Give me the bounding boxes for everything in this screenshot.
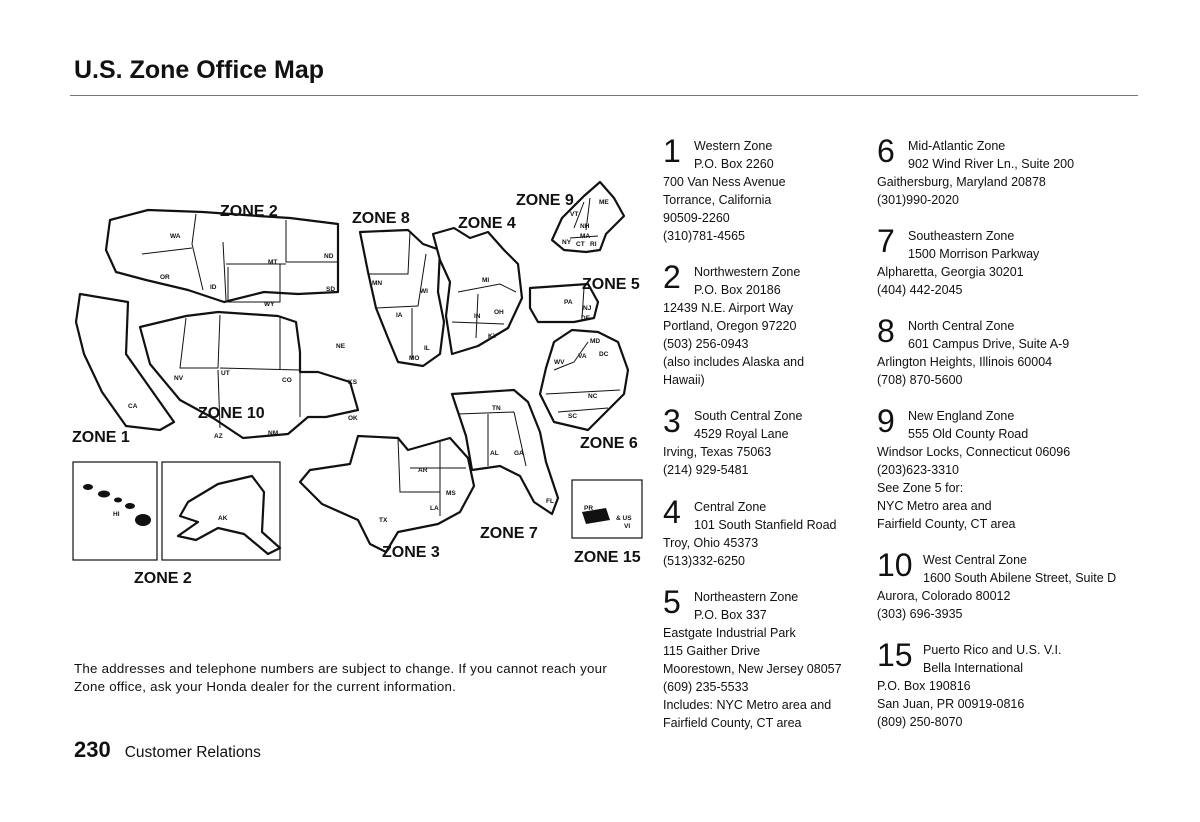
state-label: AL xyxy=(490,450,499,457)
state-label: IL xyxy=(424,345,430,352)
title-divider xyxy=(70,95,1138,96)
office-line: Moorestown, New Jersey 08057 xyxy=(663,662,842,676)
office-line: New England Zone xyxy=(908,409,1015,423)
office-line: (303) 696-3935 xyxy=(877,607,963,621)
state-label: TX xyxy=(379,517,388,524)
zone-number: 8 xyxy=(877,313,895,349)
zone-number: 7 xyxy=(877,223,895,259)
office-line: Arlington Heights, Illinois 60004 xyxy=(877,355,1053,369)
zone-number: 3 xyxy=(663,403,681,439)
zone-label: ZONE 7 xyxy=(480,525,538,542)
zone-number: 4 xyxy=(663,494,681,530)
change-notice: The addresses and telephone numbers are subject to change. If you cannot reach your Zone office, ask your Honda dealer for the current information. xyxy=(74,661,608,694)
zone-2-region xyxy=(106,210,338,302)
zone-6-region xyxy=(540,330,628,430)
office-line: 90509-2260 xyxy=(663,211,730,225)
state-label: WY xyxy=(264,301,275,308)
zone-label: ZONE 15 xyxy=(574,549,641,566)
state-label: SC xyxy=(568,413,578,420)
state-label: IN xyxy=(474,313,481,320)
zone-label: ZONE 2 xyxy=(220,203,278,220)
office-line: 12439 N.E. Airport Way xyxy=(663,301,794,315)
office-line: NYC Metro area and xyxy=(877,499,992,513)
office-line: 601 Campus Drive, Suite A-9 xyxy=(908,337,1070,351)
zone-office-map xyxy=(68,132,648,602)
office-line: P.O. Box 337 xyxy=(694,608,767,622)
office-line: 902 Wind River Ln., Suite 200 xyxy=(908,157,1075,171)
state-label: KS xyxy=(348,379,358,386)
state-label: OR xyxy=(160,274,170,281)
alaska-inset xyxy=(162,462,280,560)
state-label: MT xyxy=(268,259,278,266)
page-footer xyxy=(74,737,261,763)
office-line: 101 South Stanfield Road xyxy=(694,518,837,532)
office-line: Includes: NYC Metro area and xyxy=(663,698,832,712)
office-line: Aurora, Colorado 80012 xyxy=(877,589,1011,603)
office-line: Northwestern Zone xyxy=(694,265,801,279)
office-line: (513)332-6250 xyxy=(663,554,746,568)
zone-label: ZONE 3 xyxy=(382,544,440,561)
state-label: OK xyxy=(348,415,358,422)
office-line: See Zone 5 for: xyxy=(877,481,964,495)
zone-8-region xyxy=(360,230,444,366)
state-label: FL xyxy=(546,498,554,505)
state-label: SD xyxy=(326,286,336,293)
zone-office-2 xyxy=(663,259,805,389)
office-line: Southeastern Zone xyxy=(908,229,1015,243)
state-label: NY xyxy=(562,239,572,246)
state-label: ID xyxy=(210,284,217,291)
state-label: NC xyxy=(588,393,598,400)
state-label: KY xyxy=(488,333,498,340)
zone-office-6 xyxy=(877,133,1075,209)
zone-label: ZONE 9 xyxy=(516,192,574,209)
zone-4-region xyxy=(433,228,522,354)
office-line: Portland, Oregon 97220 xyxy=(663,319,797,333)
office-line: 115 Gaither Drive xyxy=(663,644,761,658)
office-line: (809) 250-8070 xyxy=(877,715,963,729)
puerto-rico-inset xyxy=(572,480,642,538)
office-line: San Juan, PR 00919-0816 xyxy=(877,697,1025,711)
office-line: Puerto Rico and U.S. V.I. xyxy=(923,643,1062,657)
office-line: Mid-Atlantic Zone xyxy=(908,139,1006,153)
state-label: MA xyxy=(580,233,591,240)
zone-number: 15 xyxy=(877,637,913,673)
state-label: WA xyxy=(170,233,181,240)
state-label: & US xyxy=(616,515,632,522)
state-label: OH xyxy=(494,309,504,316)
state-label: NM xyxy=(268,430,279,437)
office-line: (708) 870-5600 xyxy=(877,373,963,387)
state-label: DE xyxy=(581,315,591,322)
office-line: 4529 Royal Lane xyxy=(694,427,789,441)
state-label: LA xyxy=(430,505,439,512)
state-label: MI xyxy=(482,277,490,284)
office-line: Fairfield County, CT area xyxy=(877,517,1016,531)
zone-office-1 xyxy=(663,133,786,245)
zone-number: 2 xyxy=(663,259,681,295)
state-label: MN xyxy=(372,280,383,287)
office-line: Gaithersburg, Maryland 20878 xyxy=(877,175,1046,189)
state-label: MO xyxy=(409,355,420,362)
zone-number: 9 xyxy=(877,403,895,439)
office-line: Alpharetta, Georgia 30201 xyxy=(877,265,1024,279)
state-label: RI xyxy=(590,241,597,248)
zone-label: ZONE 4 xyxy=(458,215,516,232)
state-label: PR xyxy=(584,505,594,512)
office-line: West Central Zone xyxy=(923,553,1027,567)
state-label: AZ xyxy=(214,433,223,440)
state-label: NV xyxy=(174,375,184,382)
zone-label: ZONE 2 xyxy=(134,570,192,587)
state-label: VA xyxy=(578,353,587,360)
state-label: MD xyxy=(590,338,601,345)
state-label: ND xyxy=(324,253,334,260)
office-line: (214) 929-5481 xyxy=(663,463,749,477)
zone-label: ZONE 10 xyxy=(198,405,265,422)
office-line: 1600 South Abilene Street, Suite D xyxy=(923,571,1117,585)
zone-number: 6 xyxy=(877,133,895,169)
zone-label: ZONE 8 xyxy=(352,210,410,227)
zone-office-9 xyxy=(877,403,1071,533)
office-line: (203)623-3310 xyxy=(877,463,960,477)
section-title: Customer Relations xyxy=(124,744,261,761)
state-label: MS xyxy=(446,490,456,497)
office-line: P.O. Box 2260 xyxy=(694,157,774,171)
state-label: GA xyxy=(514,450,524,457)
office-line: 1500 Morrison Parkway xyxy=(908,247,1040,261)
state-label: TN xyxy=(492,405,501,412)
zone-label: ZONE 1 xyxy=(72,429,130,446)
page-title: U.S. Zone Office Map xyxy=(74,56,325,84)
office-line: Irving, Texas 75063 xyxy=(663,445,772,459)
state-label: WV xyxy=(554,359,565,366)
office-line: 555 Old County Road xyxy=(908,427,1029,441)
state-label: PA xyxy=(564,299,573,306)
state-label: DC xyxy=(599,351,609,358)
zone-office-7 xyxy=(877,223,1040,299)
office-line: Eastgate Industrial Park xyxy=(663,626,796,640)
state-label: AK xyxy=(218,515,228,522)
office-line: P.O. Box 20186 xyxy=(694,283,781,297)
office-line: 700 Van Ness Avenue xyxy=(663,175,786,189)
office-line: Bella International xyxy=(923,661,1024,675)
zone-office-15 xyxy=(877,637,1062,731)
state-label: UT xyxy=(221,370,230,377)
state-label: NE xyxy=(336,343,346,350)
zone-label: ZONE 5 xyxy=(582,276,640,293)
zone-number: 10 xyxy=(877,547,913,583)
zone-number: 1 xyxy=(663,133,681,169)
zone-label: ZONE 6 xyxy=(580,435,638,452)
state-label: CT xyxy=(576,241,585,248)
office-line: Northeastern Zone xyxy=(694,590,799,604)
state-label: NH xyxy=(580,223,590,230)
office-line: Windsor Locks, Connecticut 06096 xyxy=(877,445,1071,459)
state-label: CA xyxy=(128,403,138,410)
zone-office-10 xyxy=(877,547,1117,623)
state-label: AR xyxy=(418,467,428,474)
state-label: ME xyxy=(599,199,609,206)
state-label: WI xyxy=(420,288,428,295)
page-number: 230 xyxy=(74,737,111,762)
zone-number: 5 xyxy=(663,584,681,620)
office-line: Troy, Ohio 45373 xyxy=(663,536,759,550)
office-line: Fairfield County, CT area xyxy=(663,716,802,730)
state-label: NJ xyxy=(583,305,592,312)
office-line: (310)781-4565 xyxy=(663,229,746,243)
office-line: (301)990-2020 xyxy=(877,193,960,207)
office-line: P.O. Box 190816 xyxy=(877,679,971,693)
office-line: (404) 442-2045 xyxy=(877,283,963,297)
office-line: Hawaii) xyxy=(663,373,705,387)
state-label: HI xyxy=(113,511,120,518)
office-line: Torrance, California xyxy=(663,193,772,207)
office-line: Central Zone xyxy=(694,500,767,514)
zone-office-5 xyxy=(663,584,842,732)
zone-office-3 xyxy=(663,403,803,479)
office-line: (also includes Alaska and xyxy=(663,355,805,369)
state-label: VT xyxy=(570,211,579,218)
office-line: (503) 256-0943 xyxy=(663,337,749,351)
office-line: Western Zone xyxy=(694,139,773,153)
state-label: VI xyxy=(624,523,631,530)
office-line: (609) 235-5533 xyxy=(663,680,749,694)
office-line: North Central Zone xyxy=(908,319,1015,333)
zone-office-8 xyxy=(877,313,1070,389)
state-label: CO xyxy=(282,377,292,384)
office-line: South Central Zone xyxy=(694,409,803,423)
zone-office-4 xyxy=(663,494,837,570)
state-label: IA xyxy=(396,312,403,319)
